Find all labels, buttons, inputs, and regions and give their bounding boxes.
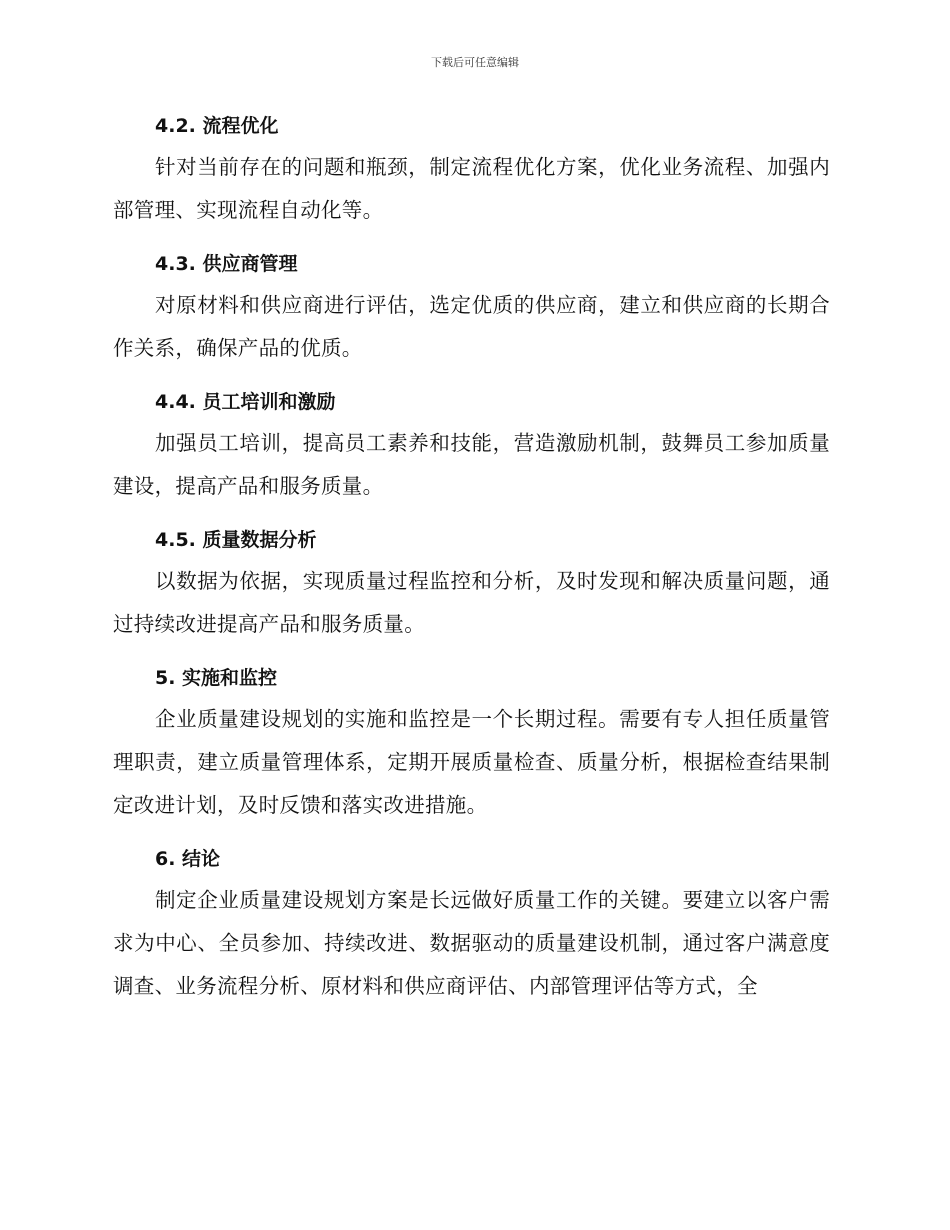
section-paragraph: 以数据为依据，实现质量过程监控和分析，及时发现和解决质量问题，通过持续改进提高产品和服务质量。 [113,569,830,636]
document-body [113,106,830,1020]
section-4-3 [113,244,830,370]
section-heading: 5. 实施和监控 [155,667,278,689]
section-paragraph: 企业质量建设规划的实施和监控是一个长期过程。需要有专人担任质量管理职责，建立质量管理体系，定期开展质量检查、质量分析，根据检查结果制定改进计划，及时反馈和落实改进措施。 [113,707,830,817]
section-heading: 4.5. 质量数据分析 [155,529,317,551]
section-heading: 4.3. 供应商管理 [155,253,298,275]
section-4-4 [113,382,830,508]
section-heading: 6. 结论 [155,848,221,870]
section-5 [113,658,830,827]
section-heading: 4.2. 流程优化 [155,115,279,137]
section-heading: 4.4. 员工培训和激励 [155,391,336,413]
section-paragraph: 对原材料和供应商进行评估，选定优质的供应商，建立和供应商的长期合作关系，确保产品的优质。 [113,293,830,360]
section-paragraph: 针对当前存在的问题和瓶颈，制定流程优化方案，优化业务流程、加强内部管理、实现流程自动化等。 [113,155,830,222]
section-paragraph: 制定企业质量建设规划方案是长远做好质量工作的关键。要建立以客户需求为中心、全员参加、持续改进、数据驱动的质量建设机制，通过客户满意度调查、业务流程分析、原材料和供应商评估、内部管理评估等方式，全 [113,888,830,998]
page-header: 下载后可任意编辑 [431,56,519,69]
section-paragraph: 加强员工培训，提高员工素养和技能，营造激励机制，鼓舞员工参加质量建设，提高产品和服务质量。 [113,431,830,498]
section-4-5 [113,520,830,646]
section-4-2 [113,106,830,232]
section-6 [113,839,830,1008]
